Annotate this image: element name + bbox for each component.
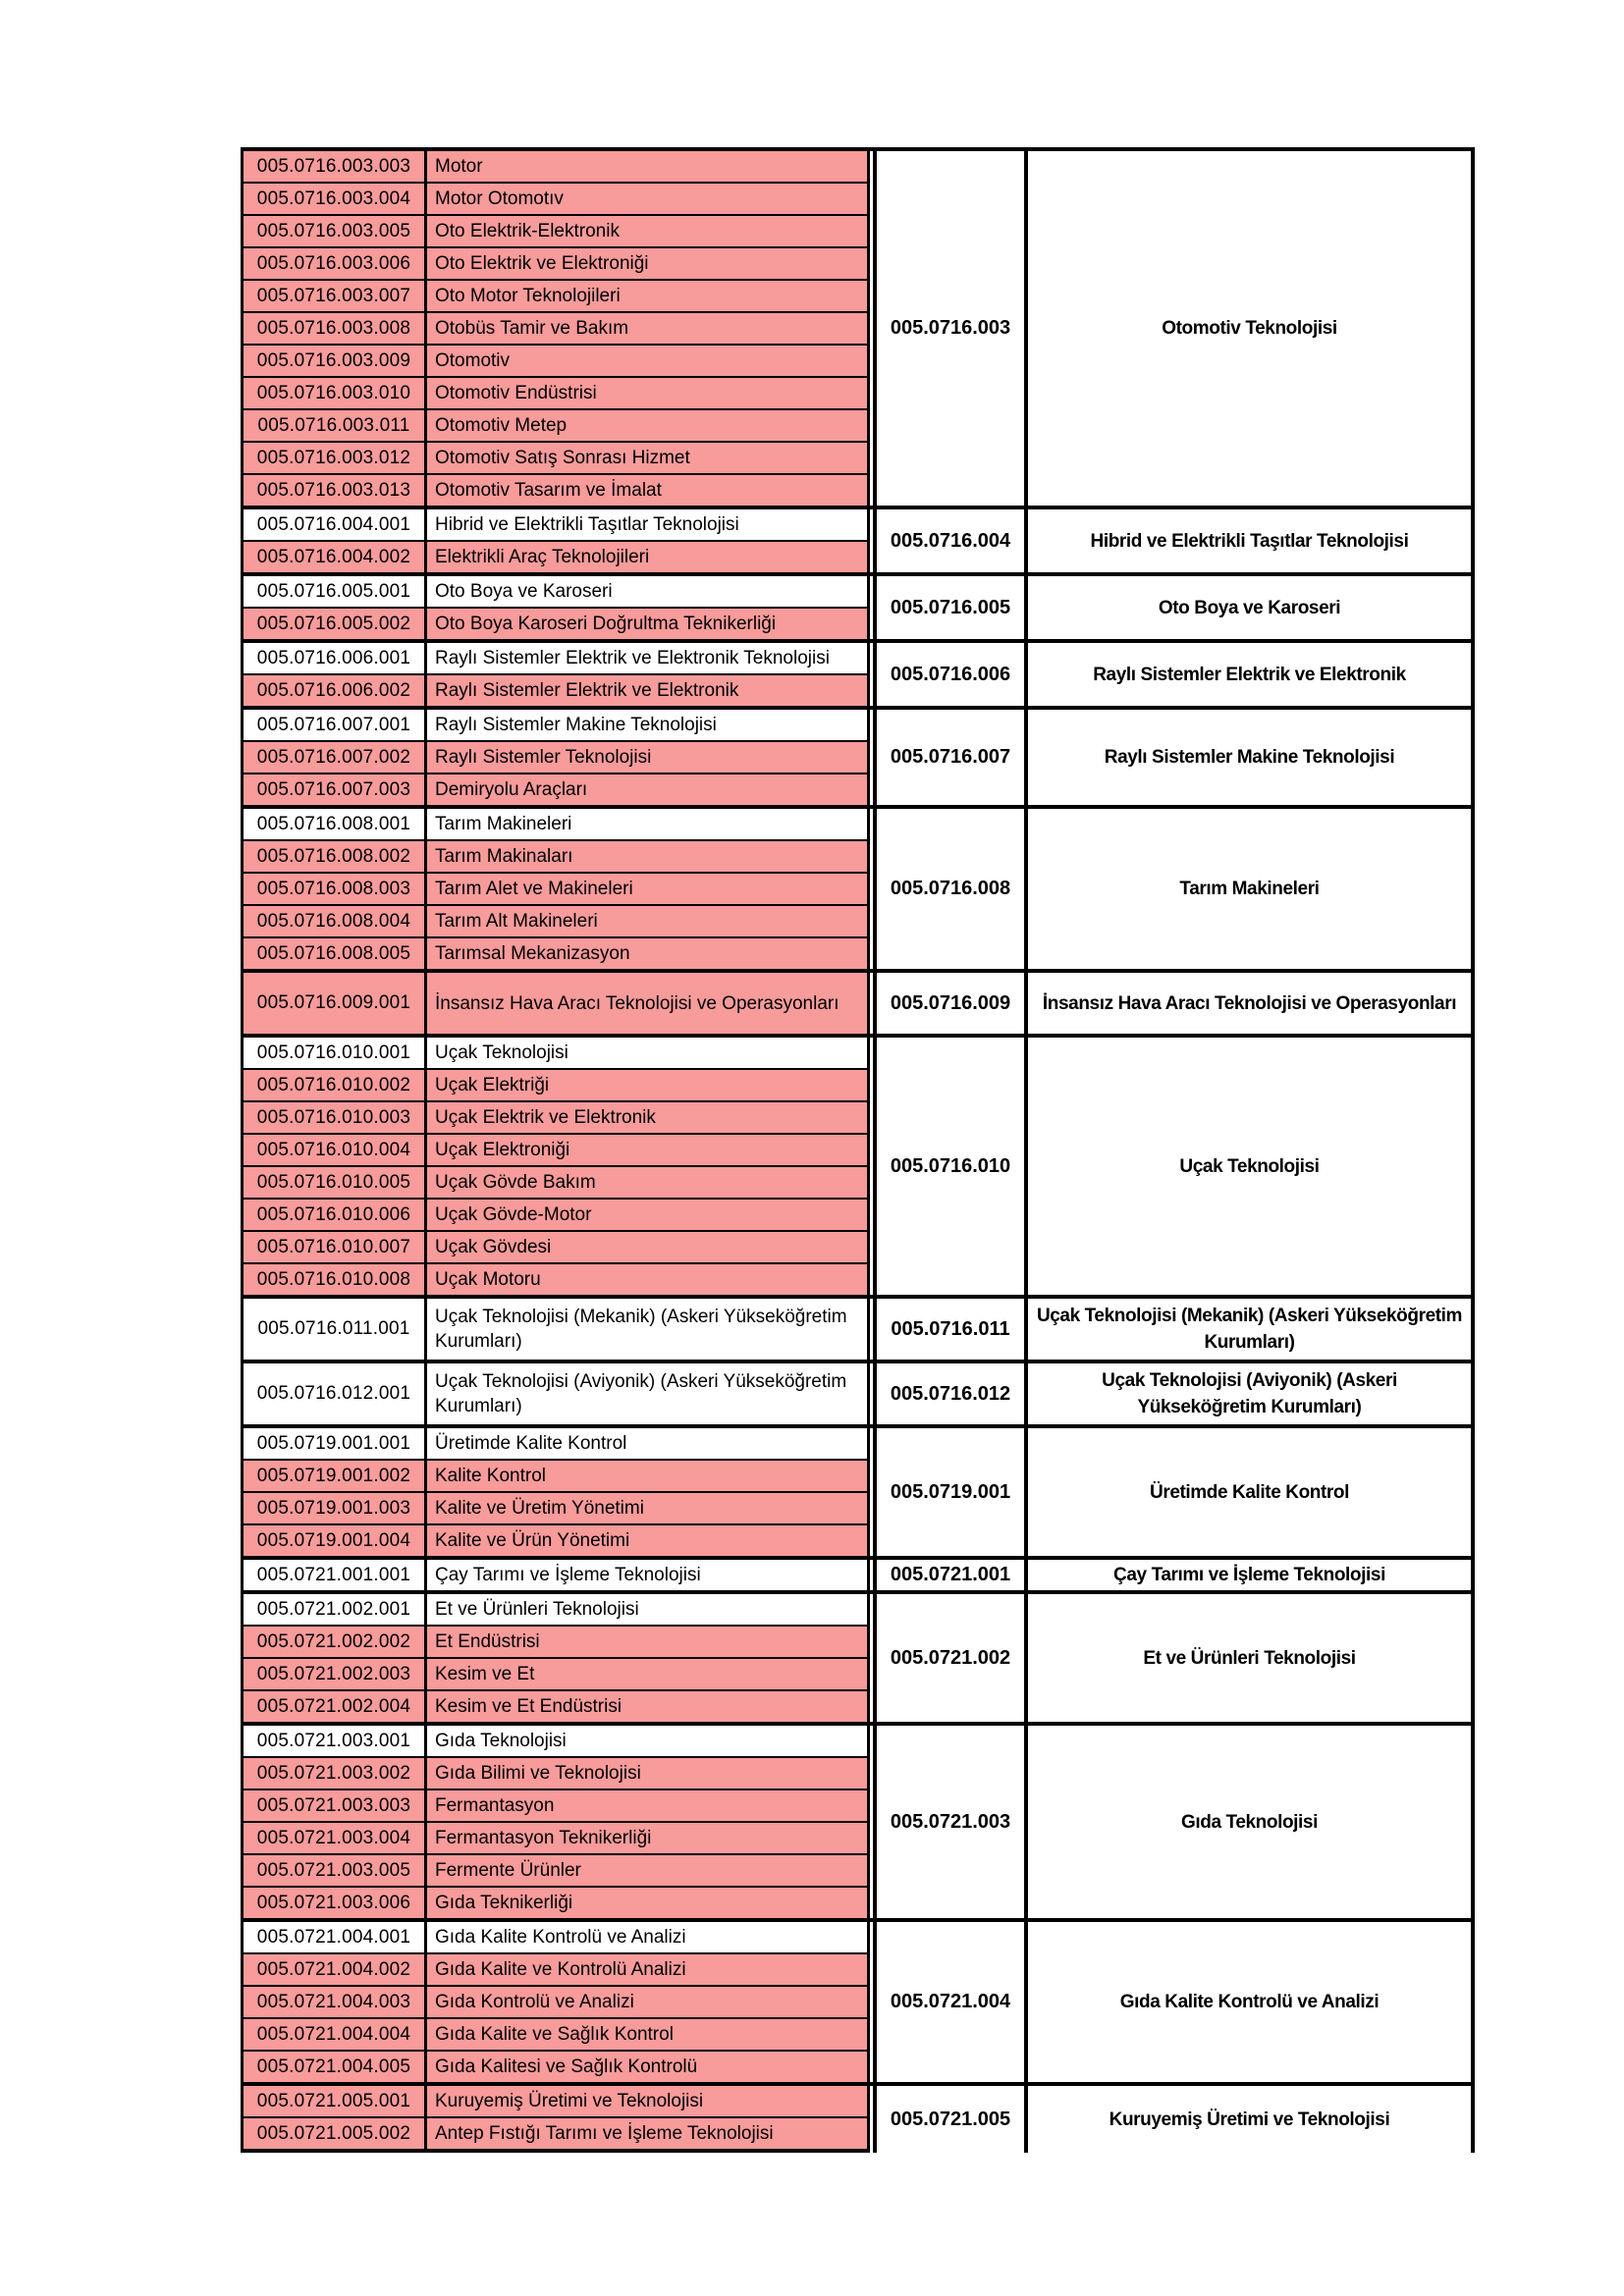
group-code-cell: 005.0716.006: [873, 643, 1028, 706]
group-block: [241, 506, 1475, 572]
row-name-cell: Kalite Kontrol: [435, 1466, 547, 1486]
row-name-cell: Oto Elektrik ve Elektroniği: [435, 253, 649, 274]
program-row-list: [241, 1428, 870, 1556]
row-code-cell: 005.0716.007.002: [244, 742, 427, 773]
table-row: [244, 346, 867, 378]
group-code-cell: 005.0721.002: [873, 1594, 1028, 1722]
group-name-cell: Üretimde Kalite Kontrol: [1028, 1428, 1475, 1556]
table-row: [244, 576, 867, 609]
row-code-cell: 005.0721.002.004: [244, 1691, 427, 1722]
row-code-cell: 005.0716.010.003: [244, 1102, 427, 1133]
group-code-cell: 005.0721.004: [873, 1922, 1028, 2082]
group-name-cell: Raylı Sistemler Elektrik ve Elektronik: [1028, 643, 1475, 706]
row-name-cell: Uçak Teknolojisi (Mekanik) (Askeri Yükseköğretim Kurumları): [435, 1307, 847, 1352]
row-name-cell: Motor: [435, 156, 483, 177]
table-row: [244, 1493, 867, 1525]
row-code-cell: 005.0716.004.001: [244, 509, 427, 540]
row-code-cell: 005.0721.005.002: [244, 2118, 427, 2149]
group-block: [241, 1590, 1475, 1722]
row-name-cell: Raylı Sistemler Elektrik ve Elektronik Teknolojisi: [435, 648, 830, 668]
row-name-cell: Otobüs Tamir ve Bakım: [435, 318, 629, 339]
table-row: [244, 1461, 867, 1493]
row-code-cell: 005.0716.003.003: [244, 151, 427, 182]
group-name-cell: Çay Tarımı ve İşleme Teknolojisi: [1028, 1560, 1475, 1590]
row-code-cell: 005.0721.003.005: [244, 1855, 427, 1886]
table-row: [244, 1232, 867, 1264]
program-row-list: [241, 973, 870, 1034]
row-name-cell: Uçak Gövde-Motor: [435, 1204, 592, 1225]
table-row: [244, 1823, 867, 1855]
row-code-cell: 005.0716.003.010: [244, 378, 427, 408]
table-row: [244, 313, 867, 346]
row-name-cell: Uçak Gövdesi: [435, 1237, 552, 1257]
row-code-cell: 005.0716.003.008: [244, 313, 427, 344]
row-code-cell: 005.0716.010.008: [244, 1264, 427, 1295]
row-code-cell: 005.0716.008.005: [244, 938, 427, 969]
table-row: [244, 1758, 867, 1790]
group-code-cell: 005.0721.003: [873, 1726, 1028, 1918]
group-name-cell: Uçak Teknolojisi: [1028, 1038, 1475, 1295]
program-row-list: [241, 643, 870, 706]
table-row: [244, 216, 867, 248]
program-row-list: [241, 1594, 870, 1722]
program-row-list: [241, 1560, 870, 1590]
group-code-cell: 005.0716.003: [873, 151, 1028, 506]
row-code-cell: 005.0719.001.001: [244, 1428, 427, 1459]
group-name-cell: İnsansız Hava Aracı Teknolojisi ve Operasyonları: [1028, 973, 1475, 1034]
row-code-cell: 005.0721.002.002: [244, 1627, 427, 1657]
table-row: [244, 742, 867, 774]
table-row: [244, 774, 867, 805]
row-name-cell: Gıda Teknikerliği: [435, 1893, 573, 1913]
row-code-cell: 005.0716.010.006: [244, 1200, 427, 1230]
row-name-cell: Demiryolu Araçları: [435, 779, 588, 800]
row-code-cell: 005.0716.003.004: [244, 184, 427, 214]
table-row: [244, 1264, 867, 1295]
program-row-list: [241, 151, 870, 506]
row-name-cell: Kesim ve Et Endüstrisi: [435, 1696, 623, 1717]
group-name-cell: Et ve Ürünleri Teknolojisi: [1028, 1594, 1475, 1722]
group-block: [241, 1722, 1475, 1918]
table-row: [244, 938, 867, 969]
row-name-cell: Otomotiv Endüstrisi: [435, 383, 597, 403]
table-row: [244, 809, 867, 841]
row-code-cell: 005.0716.003.005: [244, 216, 427, 246]
table-row: [244, 2118, 867, 2149]
row-code-cell: 005.0716.003.012: [244, 443, 427, 473]
table-row: [244, 1070, 867, 1102]
row-name-cell: Otomotiv Metep: [435, 415, 568, 436]
table-row: [244, 378, 867, 410]
group-code-cell: 005.0716.007: [873, 710, 1028, 805]
table-row: [244, 906, 867, 938]
row-name-cell: İnsansız Hava Aracı Teknolojisi ve Operasyonları: [435, 992, 839, 1014]
row-name-cell: Motor Otomotıv: [435, 188, 564, 209]
row-code-cell: 005.0716.007.003: [244, 774, 427, 805]
row-name-cell: Gıda Bilimi ve Teknolojisi: [435, 1763, 641, 1784]
table-row: [244, 1525, 867, 1556]
group-name-cell: Hibrid ve Elektrikli Taşıtlar Teknolojisi: [1028, 509, 1475, 572]
row-code-cell: 005.0716.010.001: [244, 1038, 427, 1068]
row-code-cell: 005.0721.002.001: [244, 1594, 427, 1625]
table-row: [244, 1299, 867, 1360]
table-row: [244, 710, 867, 742]
row-name-cell: Oto Motor Teknolojileri: [435, 286, 621, 306]
row-name-cell: Uçak Motoru: [435, 1269, 541, 1290]
table-row: [244, 248, 867, 281]
row-name-cell: Uçak Elektroniği: [435, 1140, 570, 1160]
group-code-cell: 005.0721.005: [873, 2086, 1028, 2153]
group-name-cell: Otomotiv Teknolojisi: [1028, 151, 1475, 506]
row-name-cell: Oto Boya ve Karoseri: [435, 581, 613, 602]
row-code-cell: 005.0716.003.006: [244, 248, 427, 279]
row-name-cell: Oto Boya Karoseri Doğrultma Teknikerliği: [435, 614, 777, 634]
table-row: [244, 1135, 867, 1167]
group-name-cell: Uçak Teknolojisi (Mekanik) (Askeri Yükseköğretim Kurumları): [1028, 1299, 1475, 1360]
program-row-list: [241, 809, 870, 969]
row-code-cell: 005.0721.003.006: [244, 1888, 427, 1918]
row-name-cell: Gıda Kalitesi ve Sağlık Kontrolü: [435, 2056, 698, 2077]
program-row-list: [241, 2086, 870, 2153]
row-code-cell: 005.0716.006.001: [244, 643, 427, 673]
program-row-list: [241, 576, 870, 639]
row-code-cell: 005.0716.012.001: [244, 1363, 427, 1424]
row-code-cell: 005.0716.008.004: [244, 906, 427, 936]
program-row-list: [241, 1922, 870, 2082]
row-name-cell: Et ve Ürünleri Teknolojisi: [435, 1599, 639, 1620]
row-name-cell: Gıda Kalite ve Sağlık Kontrol: [435, 2024, 674, 2045]
table-row: [244, 1167, 867, 1200]
row-code-cell: 005.0721.001.001: [244, 1560, 427, 1590]
table-row: [244, 1102, 867, 1135]
group-name-cell: Gıda Kalite Kontrolü ve Analizi: [1028, 1922, 1475, 2082]
row-code-cell: 005.0716.008.003: [244, 874, 427, 904]
row-name-cell: Gıda Kalite ve Kontrolü Analizi: [435, 1959, 686, 1980]
row-name-cell: Gıda Kalite Kontrolü ve Analizi: [435, 1927, 686, 1948]
program-row-list: [241, 1299, 870, 1360]
row-name-cell: Uçak Elektriği: [435, 1075, 550, 1095]
table-row: [244, 151, 867, 184]
table-row: [244, 1627, 867, 1659]
row-code-cell: 005.0721.004.002: [244, 1954, 427, 1985]
table-row: [244, 874, 867, 906]
row-name-cell: Çay Tarımı ve İşleme Teknolojisi: [435, 1565, 701, 1585]
table-row: [244, 609, 867, 639]
table-row: [244, 1428, 867, 1461]
table-row: [244, 841, 867, 874]
table-row: [244, 1659, 867, 1691]
group-name-cell: Raylı Sistemler Makine Teknolojisi: [1028, 710, 1475, 805]
row-name-cell: Kuruyemiş Üretimi ve Teknolojisi: [435, 2091, 704, 2111]
row-name-cell: Otomotiv Satış Sonrası Hizmet: [435, 448, 690, 468]
group-code-cell: 005.0719.001: [873, 1428, 1028, 1556]
table-row: [244, 410, 867, 443]
table-row: [244, 1691, 867, 1722]
row-code-cell: 005.0716.003.009: [244, 346, 427, 376]
table-row: [244, 2052, 867, 2082]
row-code-cell: 005.0716.003.011: [244, 410, 427, 441]
row-code-cell: 005.0716.010.002: [244, 1070, 427, 1100]
program-row-list: [241, 1726, 870, 1918]
group-name-cell: Oto Boya ve Karoseri: [1028, 576, 1475, 639]
row-name-cell: Et Endüstrisi: [435, 1631, 540, 1652]
row-name-cell: Gıda Teknolojisi: [435, 1731, 567, 1751]
table-row: [244, 1726, 867, 1758]
row-code-cell: 005.0721.002.003: [244, 1659, 427, 1689]
table-row: [244, 643, 867, 675]
row-name-cell: Hibrid ve Elektrikli Taşıtlar Teknolojisi: [435, 514, 739, 535]
row-code-cell: 005.0716.008.001: [244, 809, 427, 839]
row-name-cell: Elektrikli Araç Teknolojileri: [435, 547, 650, 567]
group-block: [241, 1034, 1475, 1295]
table-row: [244, 2019, 867, 2052]
group-block: [241, 1424, 1475, 1556]
row-name-cell: Tarımsal Mekanizasyon: [435, 943, 630, 964]
row-code-cell: 005.0721.004.001: [244, 1922, 427, 1952]
row-name-cell: Antep Fıstığı Tarımı ve İşleme Teknolojisi: [435, 2123, 774, 2144]
group-block: [241, 969, 1475, 1034]
row-name-cell: Fermantasyon Teknikerliği: [435, 1828, 652, 1848]
group-block: [241, 639, 1475, 706]
row-name-cell: Uçak Gövde Bakım: [435, 1172, 596, 1193]
row-name-cell: Tarım Alet ve Makineleri: [435, 879, 633, 899]
row-name-cell: Uçak Teknolojisi (Aviyonik) (Askeri Yükseköğretim Kurumları): [435, 1371, 847, 1416]
row-code-cell: 005.0721.003.004: [244, 1823, 427, 1853]
row-name-cell: Raylı Sistemler Elektrik ve Elektronik: [435, 680, 739, 701]
group-name-cell: Uçak Teknolojisi (Aviyonik) (Askeri Yükseköğretim Kurumları): [1028, 1363, 1475, 1424]
row-code-cell: 005.0721.004.005: [244, 2052, 427, 2082]
row-code-cell: 005.0716.007.001: [244, 710, 427, 740]
table-row: [244, 1987, 867, 2019]
row-code-cell: 005.0721.005.001: [244, 2086, 427, 2116]
table-row: [244, 1954, 867, 1987]
group-code-cell: 005.0716.010: [873, 1038, 1028, 1295]
row-name-cell: Fermente Ürünler: [435, 1860, 581, 1881]
program-row-list: [241, 710, 870, 805]
group-name-cell: Gıda Teknolojisi: [1028, 1726, 1475, 1918]
row-name-cell: Gıda Kontrolü ve Analizi: [435, 1992, 634, 2012]
group-code-cell: 005.0716.009: [873, 973, 1028, 1034]
table-row: [244, 973, 867, 1034]
table-row: [244, 542, 867, 572]
row-name-cell: Tarım Makinaları: [435, 846, 573, 867]
row-code-cell: 005.0716.010.007: [244, 1232, 427, 1262]
row-code-cell: 005.0716.005.002: [244, 609, 427, 639]
classification-table: [241, 147, 1475, 2153]
table-row: [244, 1363, 867, 1424]
row-name-cell: Uçak Elektrik ve Elektronik: [435, 1107, 656, 1128]
table-row: [244, 2086, 867, 2118]
table-row: [244, 509, 867, 542]
row-code-cell: 005.0721.004.004: [244, 2019, 427, 2050]
row-code-cell: 005.0716.010.004: [244, 1135, 427, 1165]
table-row: [244, 675, 867, 706]
group-code-cell: 005.0716.004: [873, 509, 1028, 572]
group-block: [241, 572, 1475, 639]
table-row: [244, 1594, 867, 1627]
group-code-cell: 005.0716.008: [873, 809, 1028, 969]
program-row-list: [241, 1038, 870, 1295]
row-code-cell: 005.0716.011.001: [244, 1299, 427, 1360]
table-row: [244, 1038, 867, 1070]
row-code-cell: 005.0719.001.003: [244, 1493, 427, 1523]
row-name-cell: Raylı Sistemler Teknolojisi: [435, 747, 652, 768]
program-row-list: [241, 509, 870, 572]
row-code-cell: 005.0721.003.001: [244, 1726, 427, 1756]
row-name-cell: Üretimde Kalite Kontrol: [435, 1433, 627, 1454]
group-code-cell: 005.0716.012: [873, 1363, 1028, 1424]
row-code-cell: 005.0719.001.004: [244, 1525, 427, 1556]
group-code-cell: 005.0716.005: [873, 576, 1028, 639]
table-row: [244, 281, 867, 313]
group-block: [241, 805, 1475, 969]
table-row: [244, 184, 867, 216]
group-block: [241, 1295, 1475, 1360]
program-row-list: [241, 1363, 870, 1424]
row-name-cell: Oto Elektrik-Elektronik: [435, 221, 620, 241]
row-name-cell: Raylı Sistemler Makine Teknolojisi: [435, 715, 717, 735]
row-code-cell: 005.0716.004.002: [244, 542, 427, 572]
row-code-cell: 005.0716.003.007: [244, 281, 427, 311]
row-name-cell: Kalite ve Üretim Yönetimi: [435, 1498, 644, 1519]
group-block: [241, 1360, 1475, 1424]
row-name-cell: Kalite ve Ürün Yönetimi: [435, 1530, 630, 1551]
row-code-cell: 005.0721.003.002: [244, 1758, 427, 1789]
row-name-cell: Tarım Alt Makineleri: [435, 911, 598, 932]
row-name-cell: Uçak Teknolojisi: [435, 1042, 568, 1063]
group-name-cell: Tarım Makineleri: [1028, 809, 1475, 969]
group-name-cell: Kuruyemiş Üretimi ve Teknolojisi: [1028, 2086, 1475, 2153]
table-row: [244, 1790, 867, 1823]
table-row: [244, 475, 867, 506]
group-block: [241, 1918, 1475, 2082]
table-row: [244, 1855, 867, 1888]
row-name-cell: Tarım Makineleri: [435, 814, 572, 834]
row-code-cell: 005.0721.004.003: [244, 1987, 427, 2017]
group-code-cell: 005.0721.001: [873, 1560, 1028, 1590]
row-code-cell: 005.0719.001.002: [244, 1461, 427, 1491]
row-name-cell: Fermantasyon: [435, 1795, 555, 1816]
group-block: [241, 2082, 1475, 2153]
row-code-cell: 005.0716.005.001: [244, 576, 427, 607]
group-code-cell: 005.0716.011: [873, 1299, 1028, 1360]
group-block: [241, 147, 1475, 506]
row-name-cell: Kesim ve Et: [435, 1664, 535, 1684]
table-row: [244, 1922, 867, 1954]
row-code-cell: 005.0721.003.003: [244, 1790, 427, 1821]
row-code-cell: 005.0716.006.002: [244, 675, 427, 706]
table-row: [244, 443, 867, 475]
group-block: [241, 706, 1475, 805]
table-row: [244, 1560, 867, 1590]
row-code-cell: 005.0716.003.013: [244, 475, 427, 506]
row-code-cell: 005.0716.008.002: [244, 841, 427, 872]
group-block: [241, 1556, 1475, 1590]
row-code-cell: 005.0716.010.005: [244, 1167, 427, 1198]
row-name-cell: Otomotiv: [435, 350, 511, 371]
row-name-cell: Otomotiv Tasarım ve İmalat: [435, 480, 662, 501]
table-row: [244, 1200, 867, 1232]
table-row: [244, 1888, 867, 1918]
row-code-cell: 005.0716.009.001: [244, 973, 427, 1034]
